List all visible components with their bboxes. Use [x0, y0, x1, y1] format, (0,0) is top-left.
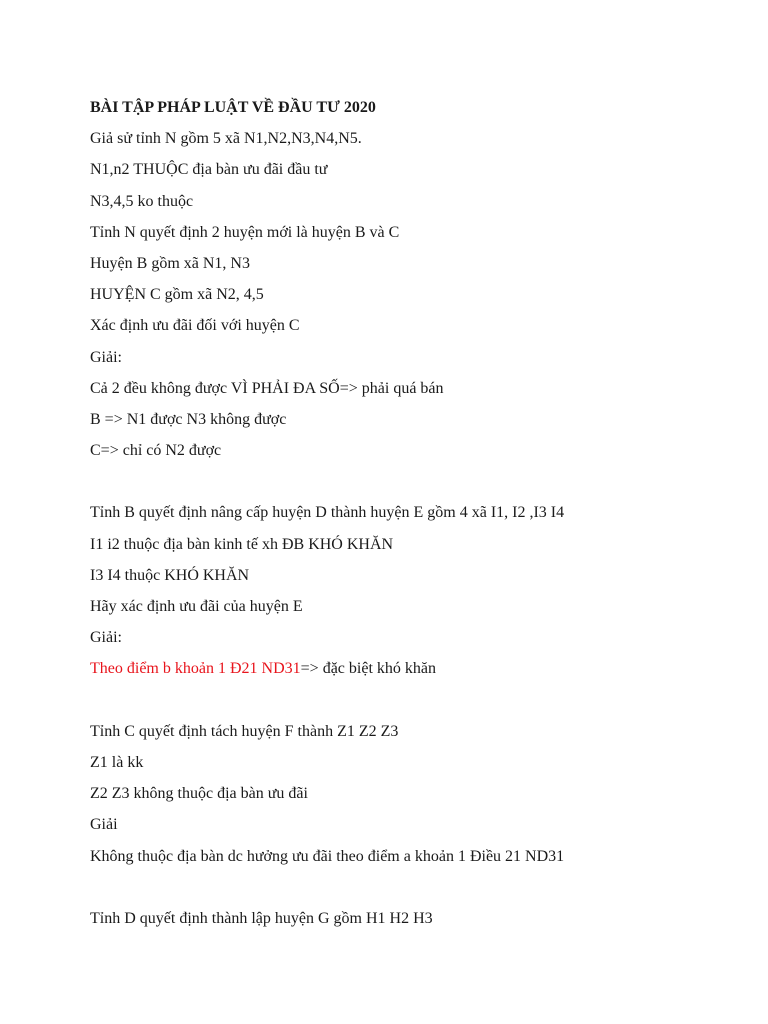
document-title: BÀI TẬP PHÁP LUẬT VỀ ĐẦU TƯ 2020	[90, 99, 376, 116]
paragraph-spacer	[90, 466, 730, 497]
document-body	[90, 92, 730, 934]
text-line: HUYỆN C gồm xã N2, 4,5	[90, 286, 264, 304]
text-line: I1 i2 thuộc địa bàn kinh tế xh ĐB KHÓ KHĂN	[90, 535, 394, 553]
paragraph-spacer	[90, 872, 730, 903]
text-line: Tỉnh B quyết định nâng cấp huyện D thành huyện E gồm 4 xã I1, I2 ,I3 I4	[90, 504, 565, 522]
text-line: Giả sử tỉnh N gồm 5 xã N1,N2,N3,N4,N5.	[90, 130, 362, 148]
text-line: Xác định ưu đãi đối với huyện C	[90, 317, 300, 335]
text-line: B => N1 được N3 không được	[90, 410, 287, 428]
text-line: Tỉnh D quyết định thành lập huyện G gồm H1 H2 H3	[90, 909, 433, 927]
text-line: Z1 là kk	[90, 753, 144, 771]
text-line: C=> chỉ có N2 được	[90, 442, 222, 460]
answer-conclusion: => đặc biệt khó khăn	[300, 660, 436, 678]
text-line: N1,n2 THUỘC địa bàn ưu đãi đầu tư	[90, 161, 328, 179]
text-line: Giải:	[90, 348, 122, 366]
text-line: Hãy xác định ưu đãi của huyện E	[90, 598, 303, 615]
text-line: Huyện B gồm xã N1, N3	[90, 254, 250, 272]
text-line: Cả 2 đều không được VÌ PHẢI ĐA SỐ=> phải quá bán	[90, 379, 444, 397]
text-line: Tỉnh N quyết định 2 huyện mới là huyện B và C	[90, 223, 400, 241]
text-line: Tỉnh C quyết định tách huyện F thành Z1 Z2 Z3	[90, 722, 399, 740]
text-line: Giải:	[90, 629, 122, 647]
text-line: Z2 Z3 không thuộc địa bàn ưu đãi	[90, 785, 308, 803]
answer-line	[90, 653, 730, 684]
text-line: I3 I4 thuộc KHÓ KHĂN	[90, 566, 250, 584]
text-line: N3,4,5 ko thuộc	[90, 192, 194, 210]
text-line: Không thuộc địa bàn dc hưởng ưu đãi theo điểm a khoản 1 Điều 21 ND31	[90, 847, 565, 865]
paragraph-spacer	[90, 685, 730, 716]
text-line: Giải	[90, 816, 118, 834]
highlighted-citation: Theo điểm b khoản 1 Đ21 ND31	[90, 660, 301, 678]
